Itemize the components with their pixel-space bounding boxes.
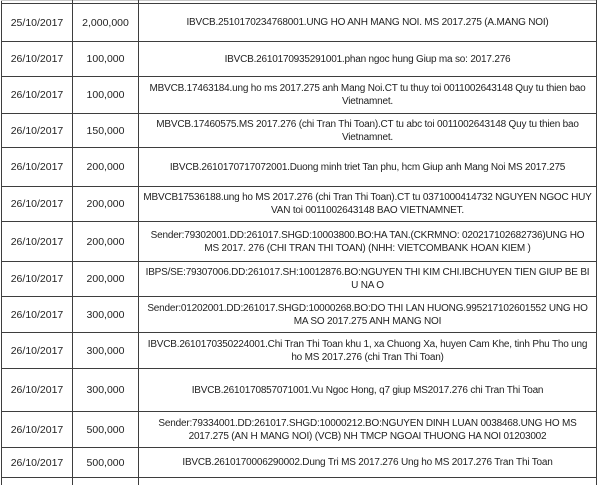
amount-cell: 2,000,000 [73,4,139,42]
amount-cell: 100,000 [73,77,139,114]
amount-cell: 200,000 [73,262,139,297]
table-row [2,262,597,297]
cropped-cell [73,478,139,485]
amount-cell: 200,000 [73,187,139,222]
table-row [2,412,597,448]
description-cell: Sender:01202001.DD:261017.SHGD:10000268.BO:DO THI LAN HUONG.995217102601552 UNG HO MA SO 2017.275 ANH MANG NOI [139,297,597,333]
table-body [2,1,597,485]
table-row [2,333,597,369]
table-row [2,42,597,77]
date-cell: 26/10/2017 [2,187,73,222]
date-cell: 26/10/2017 [2,262,73,297]
table-row [2,448,597,478]
description-cell: MBVCB.17460575.MS 2017.276 (chi Tran Thi Toan).CT tu abc toi 0011002643148 Quy tu thien bao Vietnamnet. [139,114,597,148]
amount-cell: 150,000 [73,114,139,148]
date-cell: 25/10/2017 [2,4,73,42]
description-cell: IBVCB.2610170857071001.Vu Ngoc Hong, q7 giup MS2017.276 chi Tran Thi Toan [139,369,597,412]
table-row [2,114,597,148]
table-row [2,148,597,187]
table-row [2,297,597,333]
date-cell: 26/10/2017 [2,77,73,114]
amount-cell: 200,000 [73,148,139,187]
description-cell: MBVCB.17463184.ung ho ms 2017.275 anh Mang Noi.CT tu thuy toi 0011002643148 Quy tu thien bao Vietnamnet. [139,77,597,114]
date-cell: 26/10/2017 [2,297,73,333]
amount-cell: 300,000 [73,369,139,412]
cropped-cell [139,478,597,485]
table-row [2,4,597,42]
date-cell: 26/10/2017 [2,42,73,77]
cropped-row-bottom [2,478,597,485]
description-cell: Sender:79334001.DD:261017.SHGD:10000212.BO:NGUYEN DINH LUAN 0038468.UNG HO MS 2017.275 (AN H MANG NOI) (VCB) NH TMCP NGOAI THUONG HA NOI 01203002 [139,412,597,448]
table-row [2,187,597,222]
description-cell: IBPS/SE:79307006.DD:261017.SH:10012876.BO:NGUYEN THI KIM CHI.IBCHUYEN TIEN GIUP BE BI U NA O [139,262,597,297]
date-cell: 26/10/2017 [2,412,73,448]
description-cell: IBVCB.2510170234768001.UNG HO ANH MANG NOI. MS 2017.275 (A.MANG NOI) [139,4,597,42]
description-cell: MBVCB17536188.ung ho MS 2017.276 (chi Tran Thi Toan).CT tu 0371000414732 NGUYEN NGOC HUY VAN toi 0011002643148 BAO VIETNAMNET. [139,187,597,222]
description-cell: Sender:79302001.DD:261017.SHGD:10003800.BO:HA TAN.(CKRMNO: 020217102682736)UNG HO MS 2017. 276 (CHI TRAN THI TOAN) (NHH: VIETCOMBANK HOAN KIEM ) [139,222,597,262]
description-cell: IBVCB.2610170717072001.Duong minh triet Tan phu, hcm Giup anh Mang Noi MS 2017.275 [139,148,597,187]
amount-cell: 200,000 [73,222,139,262]
description-cell: IBVCB.2610170350224001.Chi Tran Thi Toan khu 1, xa Chuong Xa, huyen Cam Khe, tinh Phu Tho ung ho MS 2017.276 (chi Tran Thi Toan) [139,333,597,369]
table-row [2,369,597,412]
cropped-cell [2,478,73,485]
date-cell: 26/10/2017 [2,333,73,369]
table-row [2,77,597,114]
amount-cell: 300,000 [73,297,139,333]
amount-cell: 100,000 [73,42,139,77]
date-cell: 26/10/2017 [2,369,73,412]
date-cell: 26/10/2017 [2,148,73,187]
amount-cell: 500,000 [73,412,139,448]
description-cell: IBVCB.2610170006290002.Dung Tri MS 2017.276 Ung ho MS 2017.276 Tran Thi Toan [139,448,597,478]
amount-cell: 300,000 [73,333,139,369]
transactions-table [1,0,597,485]
table-row [2,222,597,262]
date-cell: 26/10/2017 [2,114,73,148]
description-cell: IBVCB.2610170935291001.phan ngoc hung Giup ma so: 2017.276 [139,42,597,77]
amount-cell: 500,000 [73,448,139,478]
date-cell: 26/10/2017 [2,448,73,478]
date-cell: 26/10/2017 [2,222,73,262]
